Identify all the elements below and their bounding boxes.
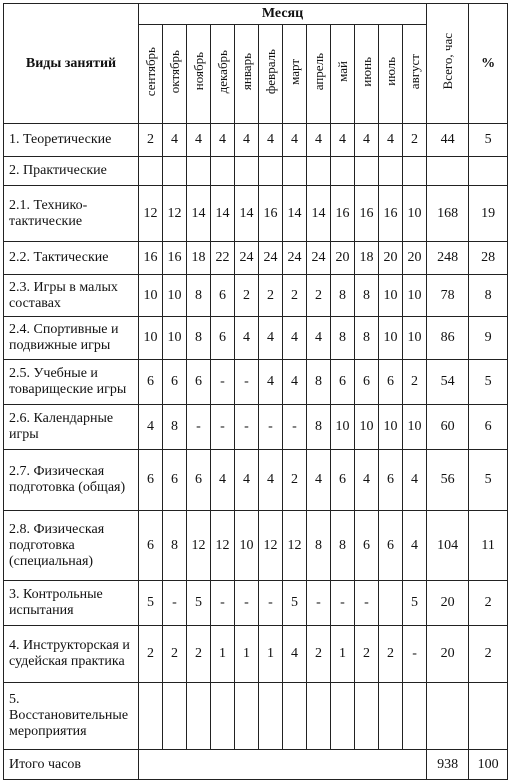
month-hours-cell: - (331, 581, 355, 626)
month-hours-cell (259, 157, 283, 186)
header-month: май (331, 25, 355, 124)
month-hours-cell: 10 (403, 405, 427, 450)
month-hours-cell: 10 (235, 511, 259, 581)
month-hours-cell (235, 683, 259, 750)
month-hours-cell: 12 (187, 511, 211, 581)
month-hours-cell: 2 (163, 626, 187, 683)
month-hours-cell: 6 (139, 511, 163, 581)
month-hours-cell: 1 (235, 626, 259, 683)
month-hours-cell: 4 (259, 317, 283, 360)
month-hours-cell: - (235, 405, 259, 450)
month-hours-cell: 8 (307, 360, 331, 405)
row-total-cell: 78 (427, 275, 469, 317)
month-hours-cell (235, 157, 259, 186)
month-hours-cell: 10 (403, 317, 427, 360)
month-hours-cell: 6 (163, 450, 187, 511)
table-row (4, 124, 508, 157)
month-hours-cell: 6 (139, 450, 163, 511)
header-month: август (403, 25, 427, 124)
month-hours-cell (331, 683, 355, 750)
month-hours-cell: 6 (355, 360, 379, 405)
month-hours-cell: 10 (403, 186, 427, 242)
month-hours-cell: 6 (187, 360, 211, 405)
row-percent-cell: 5 (469, 360, 508, 405)
month-hours-cell: 6 (139, 360, 163, 405)
month-hours-cell: 8 (307, 405, 331, 450)
activity-name: 1. Теоретические (4, 124, 139, 157)
month-hours-cell: 14 (211, 186, 235, 242)
month-hours-cell: 24 (283, 242, 307, 275)
total-row (4, 750, 508, 780)
row-total-cell: 20 (427, 581, 469, 626)
table-row (4, 157, 508, 186)
month-hours-cell: 4 (403, 511, 427, 581)
row-percent-cell: 6 (469, 405, 508, 450)
row-total-cell: 44 (427, 124, 469, 157)
month-hours-cell: 8 (187, 275, 211, 317)
header-month-group: Месяц (139, 4, 427, 25)
header-month: октябрь (163, 25, 187, 124)
month-hours-cell: 6 (331, 360, 355, 405)
month-hours-cell (379, 581, 403, 626)
table-row (4, 275, 508, 317)
month-hours-cell: 4 (331, 124, 355, 157)
month-hours-cell: 8 (307, 511, 331, 581)
month-hours-cell (379, 683, 403, 750)
month-hours-cell: 12 (283, 511, 307, 581)
month-hours-cell: 4 (235, 124, 259, 157)
row-percent-cell: 28 (469, 242, 508, 275)
month-hours-cell: - (211, 581, 235, 626)
month-hours-cell: 10 (163, 275, 187, 317)
month-hours-cell: 6 (211, 275, 235, 317)
month-hours-cell: 6 (163, 360, 187, 405)
table-row (4, 683, 508, 750)
month-hours-cell: 2 (259, 275, 283, 317)
month-hours-cell: 20 (403, 242, 427, 275)
month-hours-cell (163, 683, 187, 750)
row-total-cell (427, 683, 469, 750)
month-hours-cell: 6 (379, 450, 403, 511)
month-hours-cell: - (259, 405, 283, 450)
row-percent-cell: 19 (469, 186, 508, 242)
month-hours-cell: - (211, 360, 235, 405)
table-row (4, 360, 508, 405)
month-hours-cell: 10 (379, 317, 403, 360)
month-hours-cell: 14 (307, 186, 331, 242)
month-hours-cell: 8 (163, 405, 187, 450)
header-month: июнь (355, 25, 379, 124)
table-row (4, 186, 508, 242)
total-months-empty (139, 750, 427, 780)
month-hours-cell: 5 (283, 581, 307, 626)
month-hours-cell: 2 (355, 626, 379, 683)
month-hours-cell: 4 (235, 450, 259, 511)
month-hours-cell: 4 (139, 405, 163, 450)
month-hours-cell: 12 (139, 186, 163, 242)
activity-name: 2.6. Календарные игры (4, 405, 139, 450)
month-hours-cell (163, 157, 187, 186)
header-month: ноябрь (187, 25, 211, 124)
month-hours-cell: 4 (307, 450, 331, 511)
table-row (4, 626, 508, 683)
table-row (4, 405, 508, 450)
month-hours-cell: 20 (379, 242, 403, 275)
header-month: апрель (307, 25, 331, 124)
month-hours-cell: - (211, 405, 235, 450)
row-total-cell: 56 (427, 450, 469, 511)
row-percent-cell: 2 (469, 626, 508, 683)
month-hours-cell: 16 (355, 186, 379, 242)
month-hours-cell: 5 (139, 581, 163, 626)
month-hours-cell: 16 (259, 186, 283, 242)
row-total-cell: 104 (427, 511, 469, 581)
month-hours-cell: 2 (307, 626, 331, 683)
month-hours-cell: - (187, 405, 211, 450)
month-hours-cell: - (259, 581, 283, 626)
month-hours-cell: 8 (331, 317, 355, 360)
month-hours-cell: 4 (187, 124, 211, 157)
header-kinds: Виды занятий (4, 4, 139, 124)
month-hours-cell: 16 (331, 186, 355, 242)
month-hours-cell (355, 157, 379, 186)
month-hours-cell: 10 (139, 275, 163, 317)
row-percent-cell: 9 (469, 317, 508, 360)
month-hours-cell: 2 (187, 626, 211, 683)
month-hours-cell: 4 (259, 360, 283, 405)
grand-percent-cell: 100 (469, 750, 508, 780)
month-hours-cell (187, 683, 211, 750)
month-hours-cell: 14 (187, 186, 211, 242)
month-hours-cell: 20 (331, 242, 355, 275)
month-hours-cell: 10 (163, 317, 187, 360)
month-hours-cell (379, 157, 403, 186)
month-hours-cell: 24 (307, 242, 331, 275)
row-percent-cell: 5 (469, 124, 508, 157)
row-total-cell: 168 (427, 186, 469, 242)
row-total-cell: 86 (427, 317, 469, 360)
training-plan-table (3, 3, 508, 780)
month-hours-cell: 4 (235, 317, 259, 360)
month-hours-cell: 4 (355, 124, 379, 157)
header-month: март (283, 25, 307, 124)
activity-name: 3. Контрольные испытания (4, 581, 139, 626)
month-hours-cell: 24 (259, 242, 283, 275)
month-hours-cell: 10 (331, 405, 355, 450)
month-hours-cell: 4 (211, 124, 235, 157)
month-hours-cell: 16 (379, 186, 403, 242)
month-hours-cell: - (163, 581, 187, 626)
month-hours-cell: 8 (355, 275, 379, 317)
month-hours-cell: 8 (355, 317, 379, 360)
month-hours-cell (139, 683, 163, 750)
month-hours-cell (211, 157, 235, 186)
month-hours-cell (331, 157, 355, 186)
month-hours-cell: 12 (211, 511, 235, 581)
month-hours-cell: 4 (163, 124, 187, 157)
month-hours-cell: 10 (379, 275, 403, 317)
month-hours-cell: 16 (139, 242, 163, 275)
month-hours-cell: 4 (283, 317, 307, 360)
month-hours-cell: 6 (379, 360, 403, 405)
month-hours-cell: 2 (403, 124, 427, 157)
month-hours-cell (403, 683, 427, 750)
activity-name: 2.2. Тактические (4, 242, 139, 275)
month-hours-cell: 2 (403, 360, 427, 405)
month-hours-cell (283, 683, 307, 750)
month-hours-cell (187, 157, 211, 186)
month-hours-cell: 4 (259, 124, 283, 157)
header-month: июль (379, 25, 403, 124)
month-hours-cell: 14 (283, 186, 307, 242)
month-hours-cell: 1 (259, 626, 283, 683)
activity-name: 2.1. Технико-тактические (4, 186, 139, 242)
month-hours-cell: 4 (283, 360, 307, 405)
activity-name: 2.7. Физическая подготовка (общая) (4, 450, 139, 511)
row-percent-cell: 11 (469, 511, 508, 581)
month-hours-cell: 16 (163, 242, 187, 275)
month-hours-cell: 10 (379, 405, 403, 450)
month-hours-cell: 14 (235, 186, 259, 242)
header-month: сентябрь (139, 25, 163, 124)
month-hours-cell: 8 (331, 275, 355, 317)
month-hours-cell (355, 683, 379, 750)
month-hours-cell: 2 (283, 450, 307, 511)
month-hours-cell (139, 157, 163, 186)
month-hours-cell: 24 (235, 242, 259, 275)
activity-name: 5. Восстановительные мероприятия (4, 683, 139, 750)
month-hours-cell (283, 157, 307, 186)
row-total-cell: 54 (427, 360, 469, 405)
month-hours-cell: 5 (403, 581, 427, 626)
row-total-cell (427, 157, 469, 186)
month-hours-cell: 10 (403, 275, 427, 317)
activity-name: 2.8. Физическая подготовка (специальная) (4, 511, 139, 581)
table-row (4, 242, 508, 275)
month-hours-cell: 2 (379, 626, 403, 683)
table-row (4, 511, 508, 581)
month-hours-cell: 12 (259, 511, 283, 581)
month-hours-cell: 8 (331, 511, 355, 581)
month-hours-cell: 6 (187, 450, 211, 511)
month-hours-cell: - (235, 581, 259, 626)
month-hours-cell: 2 (307, 275, 331, 317)
month-hours-cell: - (307, 581, 331, 626)
month-hours-cell: - (235, 360, 259, 405)
month-hours-cell: 2 (235, 275, 259, 317)
month-hours-cell (403, 157, 427, 186)
row-percent-cell: 5 (469, 450, 508, 511)
activity-name: 4. Инструкторская и судейская практика (4, 626, 139, 683)
month-hours-cell: 1 (331, 626, 355, 683)
month-hours-cell: 4 (283, 124, 307, 157)
month-hours-cell: 2 (283, 275, 307, 317)
activity-name: 2.3. Игры в малых составах (4, 275, 139, 317)
month-hours-cell: 6 (379, 511, 403, 581)
month-hours-cell (211, 683, 235, 750)
header-month: февраль (259, 25, 283, 124)
month-hours-cell (259, 683, 283, 750)
month-hours-cell: 4 (283, 626, 307, 683)
month-hours-cell: 18 (355, 242, 379, 275)
month-hours-cell: 12 (163, 186, 187, 242)
month-hours-cell: - (355, 581, 379, 626)
month-hours-cell (307, 157, 331, 186)
month-hours-cell: 2 (139, 124, 163, 157)
month-hours-cell: 8 (163, 511, 187, 581)
month-hours-cell: 4 (355, 450, 379, 511)
activity-name: 2. Практические (4, 157, 139, 186)
row-total-cell: 20 (427, 626, 469, 683)
month-hours-cell: 10 (355, 405, 379, 450)
header-percent: % (469, 4, 508, 124)
header-month: декабрь (211, 25, 235, 124)
row-percent-cell (469, 157, 508, 186)
table-row (4, 317, 508, 360)
month-hours-cell: - (283, 405, 307, 450)
row-total-cell: 248 (427, 242, 469, 275)
month-hours-cell: 4 (211, 450, 235, 511)
month-hours-cell: 4 (403, 450, 427, 511)
month-hours-cell: 5 (187, 581, 211, 626)
month-hours-cell: 4 (307, 124, 331, 157)
row-percent-cell (469, 683, 508, 750)
month-hours-cell: 2 (139, 626, 163, 683)
month-hours-cell: 4 (307, 317, 331, 360)
month-hours-cell: 6 (331, 450, 355, 511)
month-hours-cell: 8 (187, 317, 211, 360)
table-row (4, 581, 508, 626)
header-total: Всего, час (427, 4, 469, 124)
month-hours-cell: 10 (139, 317, 163, 360)
activity-name: 2.4. Спортивные и подвижные игры (4, 317, 139, 360)
month-hours-cell (307, 683, 331, 750)
month-hours-cell: 6 (355, 511, 379, 581)
month-hours-cell: - (403, 626, 427, 683)
month-hours-cell: 6 (211, 317, 235, 360)
activity-name: 2.5. Учебные и товарищеские игры (4, 360, 139, 405)
total-label: Итого часов (4, 750, 139, 780)
table-row (4, 450, 508, 511)
row-percent-cell: 8 (469, 275, 508, 317)
month-hours-cell: 4 (259, 450, 283, 511)
month-hours-cell: 22 (211, 242, 235, 275)
month-hours-cell: 18 (187, 242, 211, 275)
month-hours-cell: 4 (379, 124, 403, 157)
grand-total-cell: 938 (427, 750, 469, 780)
month-hours-cell: 1 (211, 626, 235, 683)
header-month: январь (235, 25, 259, 124)
row-percent-cell: 2 (469, 581, 508, 626)
row-total-cell: 60 (427, 405, 469, 450)
